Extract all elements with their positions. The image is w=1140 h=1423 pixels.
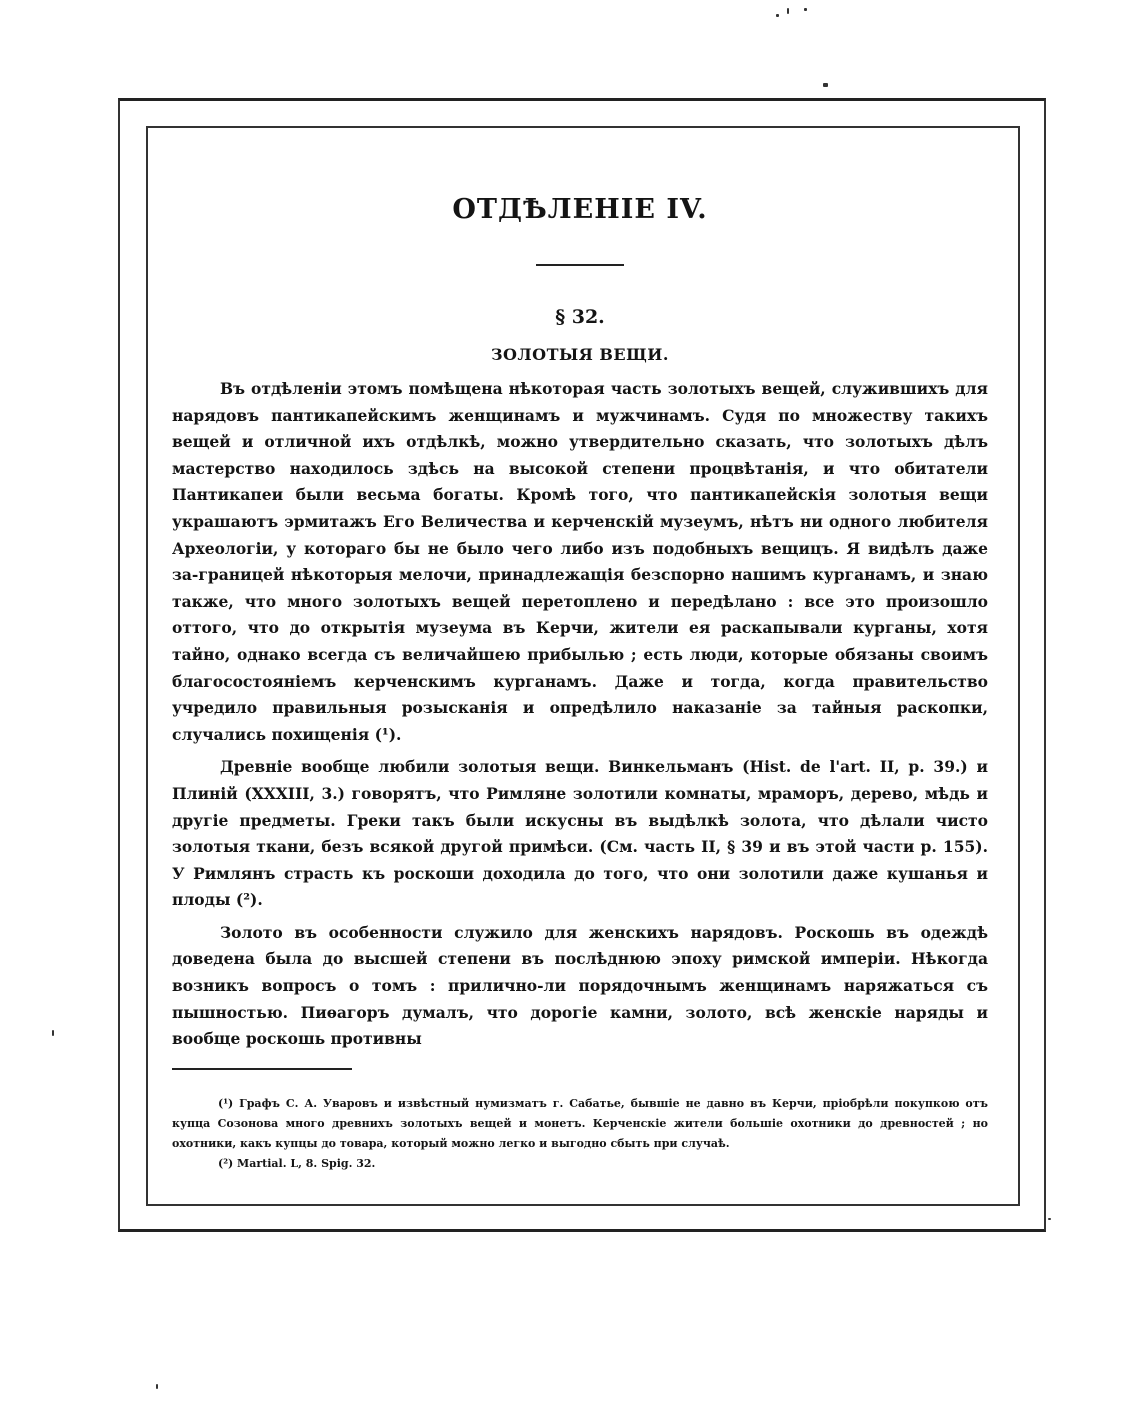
footnotes [172,1094,988,1174]
paragraph-2: Древнiе вообще любили золотыя вещи. Винкельманъ (Hist. de l'art. II, p. 39.) и Плинiй (XXXIII, 3.) говорятъ, что Римляне золотили комнаты, мраморъ, дерево, мѣдь и другiе предметы. Греки такъ были искусны въ выдѣлкѣ золота, что дѣлали чисто золотыя ткани, безъ всякой другой примѣси. (См. часть II, § 39 и въ этой части р. 155). У Римлянъ страсть къ роскоши доходила до того, что они золотили даже кушанья и плоды (²). [172,757,988,910]
footnote-2: (²) Martial. L, 8. Spig. 32. [218,1157,376,1170]
chapter-heading: ОТДѢЛЕНIЕ IV. [452,194,708,225]
scan-speck [823,83,828,87]
paragraph-3: Золото въ особенности служило для женскихъ нарядовъ. Роскошь въ одеждѣ доведена была до высшей степени въ послѣднюю эпоху римской имперiи. Нѣкогда возникъ вопросъ о томъ : прилично-ли порядочнымъ женщинамъ наряжаться съ пышностью. Пиѳагоръ думалъ, что дорогiе камни, золото, всѣ женскiе наряды и вообще роскошь противны [172,922,988,1049]
paragraph-1: Въ отдѣленiи этомъ помѣщена нѣкоторая часть золотыхъ вещей, служившихъ для нарядовъ пантикапейскимъ женщинамъ и мужчинамъ. Судя по множеству такихъ вещей и отличной ихъ отдѣлкѣ, можно утвердительно сказать, что золотыхъ дѣлъ мастерство находилось здѣсь на высокой степени процвѣтанiя, и что обитатели Пантикапеи были весьма богаты. Кромѣ того, что пантикапейскiя золотыя вещи украшаютъ эрмитажъ Его Величества и керченскiй музеумъ, нѣтъ ни одного любителя Археологiи, у котораго бы не было чего либо изъ подобныхъ вещицъ. Я видѣлъ даже за-границей нѣкоторыя мелочи, принадлежащiя безспорно нашимъ курганамъ, и знаю также, что много золотыхъ вещей перетоплено и передѣлано : все это произошло оттого, что до открытiя музеума въ Керчи, жители ея раскапывали курганы, хотя тайно, однако всегда съ величайшею прибылью ; есть люди, которые обязаны своимъ благосостоянiемъ керченскимъ курганамъ. Даже и тогда, когда правительство учредило правильныя розысканiя и опредѣлило наказанiе за тайныя раскопки, случались похищенiя (¹). [172,379,988,744]
scan-speck [1048,1218,1051,1220]
footnote-divider [172,1068,352,1070]
footnote-1: (¹) Графъ С. А. Уваровъ и извѣстный нумизматъ г. Сабатье, бывшiе не давно въ Керчи, прiобрѣли покупкою отъ купца Созонова много древнихъ золотыхъ вещей и монетъ. Керченскiе жители большiе охотники до древностей ; но охотники, какъ купцы до товара, который можно легко и выгодно сбыть при случаѣ. [172,1097,988,1150]
scan-speck [776,14,779,17]
scan-speck [52,1030,54,1036]
section-title: ЗОЛОТЫЯ ВЕЩИ. [491,345,669,364]
page-content [172,180,988,1053]
scan-speck [804,8,807,11]
scan-speck [156,1384,158,1389]
scan-speck [787,8,789,14]
heading-divider [536,264,624,266]
section-number: § 32. [555,306,605,328]
